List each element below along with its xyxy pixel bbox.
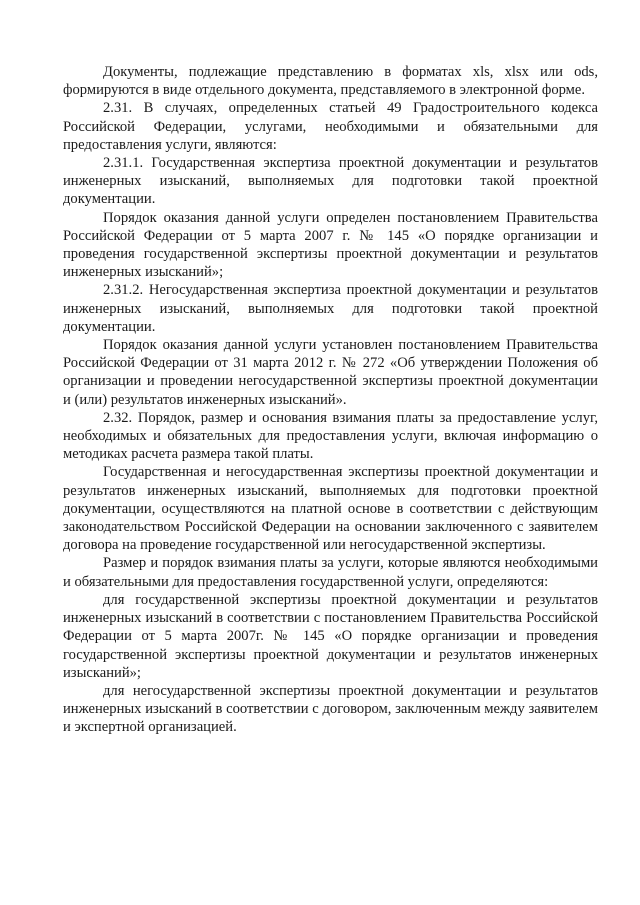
paragraph-fee-state-expertise: для государственной экспертизы проектной документации и результатов инженерных изысканий в соответствии с постановлением Правительства Российской Федерации от 5 марта 2007г. № 145 «О порядке организации и проведения государственной экспертизы проектной документации и результатов инженерных изысканий»;	[63, 591, 598, 681]
paragraph-paid-basis: Государственная и негосударственная экспертизы проектной документации и результатов инженерных изысканий, выполняемых для подготовки проектной документации, осуществляются на платной основе в соответствии с действующим законодательством Российской Федерации на основании заключенного с заявителем договора на проведение государственной или негосударственной экспертизы.	[63, 464, 598, 554]
paragraph-2-31-2: 2.31.2. Негосударственная экспертиза проектной документации и результатов инженерных изысканий, выполняемых для подготовки такой проектной документации.	[63, 282, 598, 335]
paragraph-fee-non-state-expertise: для негосударственной экспертизы проектной документации и результатов инженерных изысканий в соответствии с договором, заключенным между заявителем и экспертной организацией.	[63, 682, 598, 736]
paragraph-state-expertise-procedure: Порядок оказания данной услуги определен постановлением Правительства Российской Федерации от 5 марта 2007 г. № 145 «О порядке организации и проведения государственной экспертизы проектной документации и результатов инженерных изысканий»;	[63, 209, 598, 281]
document-page	[63, 63, 598, 737]
paragraph-2-32: 2.32. Порядок, размер и основания взимания платы за предоставление услуг, необходимых и обязательных для предоставления услуги, включая информацию о методиках расчета размера такой платы.	[63, 409, 598, 463]
paragraph-non-state-expertise-procedure: Порядок оказания данной услуги установлен постановлением Правительства Российской Федерации от 31 марта 2012 г. № 272 «Об утверждении Положения об организации и проведении негосударственной экспертизы проектной документации и (или) результатов инженерных изысканий».	[63, 337, 598, 408]
paragraph-2-31: 2.31. В случаях, определенных статьей 49 Градостроительного кодекса Российской Федерации, услугами, необходимыми и обязательными для предоставления услуги, являются:	[63, 100, 598, 153]
paragraph-fee-determination: Размер и порядок взимания платы за услуги, которые являются необходимыми и обязательными для предоставления государственной услуги, определяются:	[63, 555, 598, 590]
paragraph-2-31-1: 2.31.1. Государственная экспертиза проектной документации и результатов инженерных изысканий, выполняемых для подготовки такой проектной документации.	[63, 155, 598, 208]
paragraph-formats-note: Документы, подлежащие представлению в форматах xls, xlsx или ods, формируются в виде отдельного документа, представляемого в электронной форме.	[63, 64, 598, 99]
